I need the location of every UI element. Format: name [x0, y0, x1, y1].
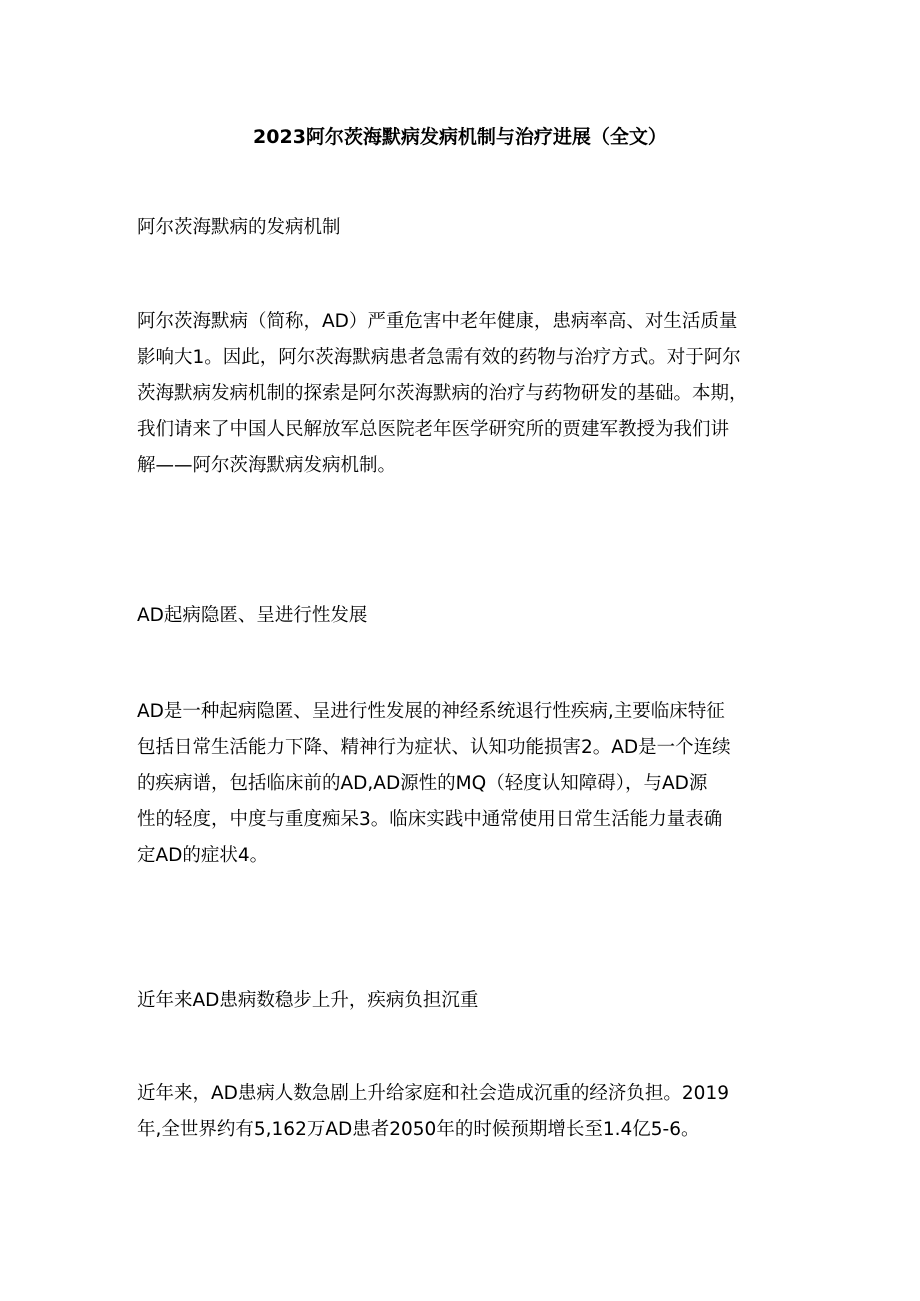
paragraph-line: 我们请来了中国人民解放军总医院老年医学研究所的贾建军教授为我们讲	[137, 419, 730, 440]
paragraph-line: 阿尔茨海默病（简称，AD）严重危害中老年健康，患病率高、对生活质量	[137, 311, 738, 332]
paragraph-line: 茨海默病发病机制的探索是阿尔茨海默病的治疗与药物研发的基础。本期，	[137, 383, 748, 404]
paragraph-line: 包括日常生活能力下降、精神行为症状、认知功能损害2。AD是一个连续	[137, 737, 731, 758]
paragraph-line: 近年来，AD患病人数急剧上升给家庭和社会造成沉重的经济负担。2019	[137, 1083, 729, 1104]
section-heading: AD起病隐匿、呈进行性发展	[137, 605, 368, 626]
paragraph-line: 定AD的症状4。	[137, 845, 269, 866]
paragraph-intro	[137, 304, 787, 484]
paragraph-line: 的疾病谱，包括临床前的AD,AD源性的MQ（轻度认知障碍），与AD源	[137, 773, 708, 794]
section-heading: 阿尔茨海默病的发病机制	[137, 217, 341, 238]
paragraph-line: 解——阿尔茨海默病发病机制。	[137, 455, 397, 476]
section-heading-pathogenesis	[137, 210, 787, 246]
document-title: 2023阿尔茨海默病发病机制与治疗进展（全文）	[253, 126, 667, 148]
paragraph-line: AD是一种起病隐匿、呈进行性发展的神经系统退行性疾病,主要临床特征	[137, 701, 725, 722]
section-heading-burden	[137, 983, 787, 1019]
paragraph-onset	[137, 694, 787, 874]
section-heading-onset	[137, 598, 787, 634]
section-heading: 近年来AD患病数稳步上升，疾病负担沉重	[137, 990, 479, 1011]
paragraph-line: 年,全世界约有5,162万AD患者2050年的时候预期增长至1.4亿5-6。	[137, 1119, 700, 1140]
paragraph-burden	[137, 1076, 787, 1148]
paragraph-line: 性的轻度，中度与重度痴呆3。临床实践中通常使用日常生活能力量表确	[137, 809, 723, 830]
paragraph-line: 影响大1。因此，阿尔茨海默病患者急需有效的药物与治疗方式。对于阿尔	[137, 347, 741, 368]
